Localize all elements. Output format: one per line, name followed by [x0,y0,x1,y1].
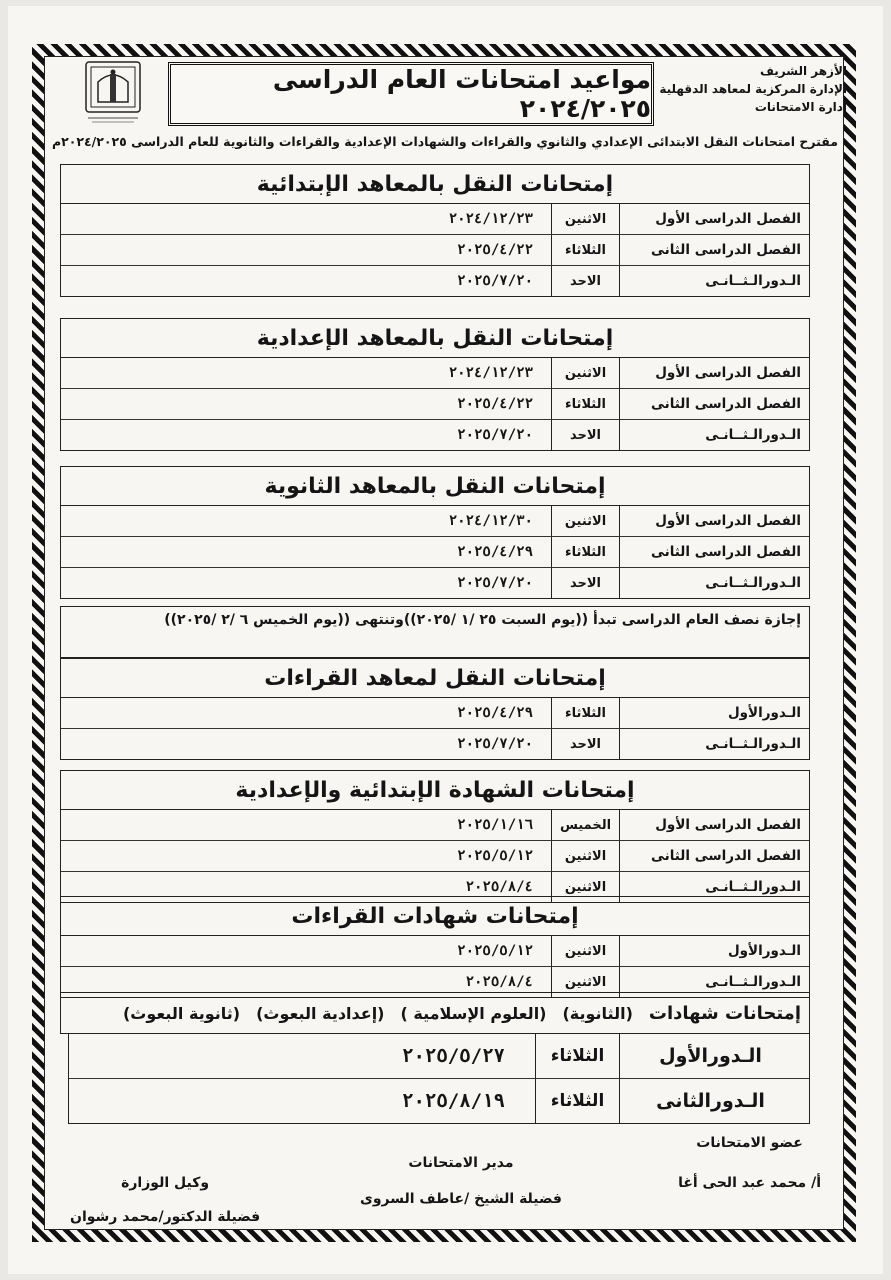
day-cell: الاحد [551,568,619,598]
date-cell [61,736,551,752]
term-label: الـدورالـثــانـى [619,420,809,450]
term-label: الفصل الدراسى الأول [619,506,809,536]
certificate-type: (العلوم الإسلامية ) [400,1003,547,1023]
table-row [61,810,809,841]
date-cell [61,848,551,864]
date-cell [69,1045,535,1067]
date-cell [61,242,551,258]
day-cell: الاحد [551,420,619,450]
midyear-vacation-note [60,606,810,658]
vacation-text: إجازة نصف العام الدراسى تبدأ ((يوم السبت ٢٥ /١ /٢٠٢٥))وتنتهى ((يوم الخميس ٦ /٢ /٢٠٢٥)) [164,612,801,628]
table-row [61,936,809,967]
signature-role: وكيل الوزارة [121,1175,210,1191]
table-row [69,1034,809,1079]
signature-name: أ/ محمد عبد الحى أغا [678,1175,821,1191]
term-label: الفصل الدراسى الأول [619,204,809,234]
certificate-type: (ثانوية البعوث) [122,1003,241,1023]
certificate-type: (إعدادية البعوث) [256,1003,385,1023]
date-value: ٢٠٢٥/١/١٦ [457,817,533,833]
term-label: الفصل الدراسى الثانى [619,389,809,419]
section-title: إمتحانات النقل بالمعاهد الإبتدائية [61,165,809,204]
date-value: ٢٠٢٥/٥/١٢ [457,848,533,864]
section-primary-transfer [60,164,810,297]
table-row [61,358,809,389]
day-cell: الثلاثاء [551,537,619,567]
authority-line-3: ادارة الامتحانات [754,100,847,114]
document-subtitle: مقترح امتحانات النقل الابتدائى الإعدادي والثانوي والقراءات والشهادات الإعدادية والقراءات والثانوية للعام الدراسى ٢٠٢٤/٢٠٢٥م [51,134,839,149]
section-secondary-transfer [60,466,810,599]
date-value: ٢٠٢٥/٨/٤ [465,879,533,895]
date-value: ٢٠٢٥/٨/٤ [465,974,533,990]
day-cell: الثلاثاء [551,698,619,728]
table-row [61,204,809,235]
date-cell [61,365,551,381]
signature-role: مدير الامتحانات [408,1155,514,1171]
issuing-authority [657,62,847,116]
table-row [61,841,809,872]
date-value: ٢٠٢٤/١٢/٢٣ [448,365,533,381]
section-quran-readings-transfer [60,658,810,760]
section-title: إمتحانات النقل بالمعاهد الإعدادية [61,319,809,358]
day-cell: الاثنين [551,358,619,388]
signature-name: فضيلة الدكتور/محمد رشوان [70,1209,261,1225]
signature-undersecretary [70,1170,260,1230]
page-title: مواعيد امتحانات العام الدراسى ٢٠٢٤/٢٠٢٥ [168,62,654,126]
date-value: ٢٠٢٥/٤/٢٢ [457,242,533,258]
al-azhar-logo [74,60,152,130]
table-row [61,389,809,420]
authority-line-1: الأزهر الشريف [759,64,847,78]
authority-line-2: الإدارة المركزية لمعاهد الدقهلية [659,82,847,96]
certificates-table [68,1034,810,1124]
table-row [61,537,809,568]
term-label: الـدورالـثــانـى [619,729,809,759]
term-label: الفصل الدراسى الثانى [619,841,809,871]
term-label: الـدورالـثــانـى [619,872,809,902]
table-row [61,420,809,450]
date-value: ٢٠٢٥/٧/٢٠ [457,273,533,289]
day-cell: الاثنين [551,872,619,902]
term-label: الـدورالأول [619,936,809,966]
signature-exams-member [678,1130,821,1196]
date-value: ٢٠٢٥/٨/١٩ [402,1090,505,1112]
date-value: ٢٠٢٥/٥/٢٧ [402,1045,505,1067]
day-cell: الاحد [551,729,619,759]
certificates-lead: إمتحانات شهادات [648,1002,801,1024]
date-cell [61,427,551,443]
certificate-type: (الثانوية) [562,1003,633,1023]
date-cell [61,879,551,895]
day-cell: الثلاثاء [551,235,619,265]
table-row [61,729,809,759]
term-label: الـدورالثانى [619,1079,809,1123]
signature-role: عضو الامتحانات [696,1135,803,1151]
day-cell: الاثنين [551,841,619,871]
date-value: ٢٠٢٥/٤/٢٩ [457,544,533,560]
day-cell: الاثنين [551,936,619,966]
section-title: إمتحانات الشهادة الإبتدائية والإعدادية [61,771,809,810]
section-quran-readings-certificate [60,896,810,998]
table-row [69,1079,809,1123]
day-cell: الاثنين [551,204,619,234]
term-label: الـدورالـثــانـى [619,266,809,296]
day-cell: الاثنين [551,506,619,536]
date-value: ٢٠٢٥/٤/٢٢ [457,396,533,412]
term-label: الفصل الدراسى الأول [619,810,809,840]
table-row [61,698,809,729]
date-cell [69,1090,535,1112]
date-cell [61,544,551,560]
term-label: الفصل الدراسى الثانى [619,537,809,567]
term-label: الـدورالـثــانـى [619,568,809,598]
section-title: إمتحانات شهادات القراءات [61,897,809,936]
term-label: الفصل الدراسى الثانى [619,235,809,265]
table-row [61,266,809,296]
day-cell: الاحد [551,266,619,296]
date-value: ٢٠٢٥/٤/٢٩ [457,705,533,721]
date-value: ٢٠٢٥/٥/١٢ [457,943,533,959]
day-cell: الخميس [551,810,619,840]
term-label: الـدورالأول [619,698,809,728]
date-cell [61,273,551,289]
date-cell [61,211,551,227]
date-cell [61,705,551,721]
date-value: ٢٠٢٥/٧/٢٠ [457,575,533,591]
term-label: الـدورالأول [619,1034,809,1078]
section-primary-preparatory-certificate [60,770,810,903]
date-cell [61,396,551,412]
section-title: إمتحانات النقل بالمعاهد الثانوية [61,467,809,506]
term-label: الفصل الدراسى الأول [619,358,809,388]
certificate-types-header [60,992,810,1034]
section-preparatory-transfer [60,318,810,451]
day-cell: الثلاثاء [535,1034,619,1078]
term-label: الـدورالـثــانـى [619,967,809,997]
table-row [61,235,809,266]
date-cell [61,974,551,990]
day-cell: الثلاثاء [535,1079,619,1123]
signature-name: فضيلة الشيخ /عاطف السروى [360,1191,562,1207]
date-cell [61,513,551,529]
date-cell [61,817,551,833]
signature-exams-director [360,1150,562,1212]
date-value: ٢٠٢٤/١٢/٢٣ [448,211,533,227]
day-cell: الثلاثاء [551,389,619,419]
date-value: ٢٠٢٤/١٢/٣٠ [448,513,533,529]
date-value: ٢٠٢٥/٧/٢٠ [457,736,533,752]
table-row [61,506,809,537]
section-title: إمتحانات النقل لمعاهد القراءات [61,659,809,698]
date-value: ٢٠٢٥/٧/٢٠ [457,427,533,443]
table-row [61,568,809,598]
date-cell [61,943,551,959]
date-cell [61,575,551,591]
logo-emblem-icon [78,60,148,126]
day-cell: الاثنين [551,967,619,997]
